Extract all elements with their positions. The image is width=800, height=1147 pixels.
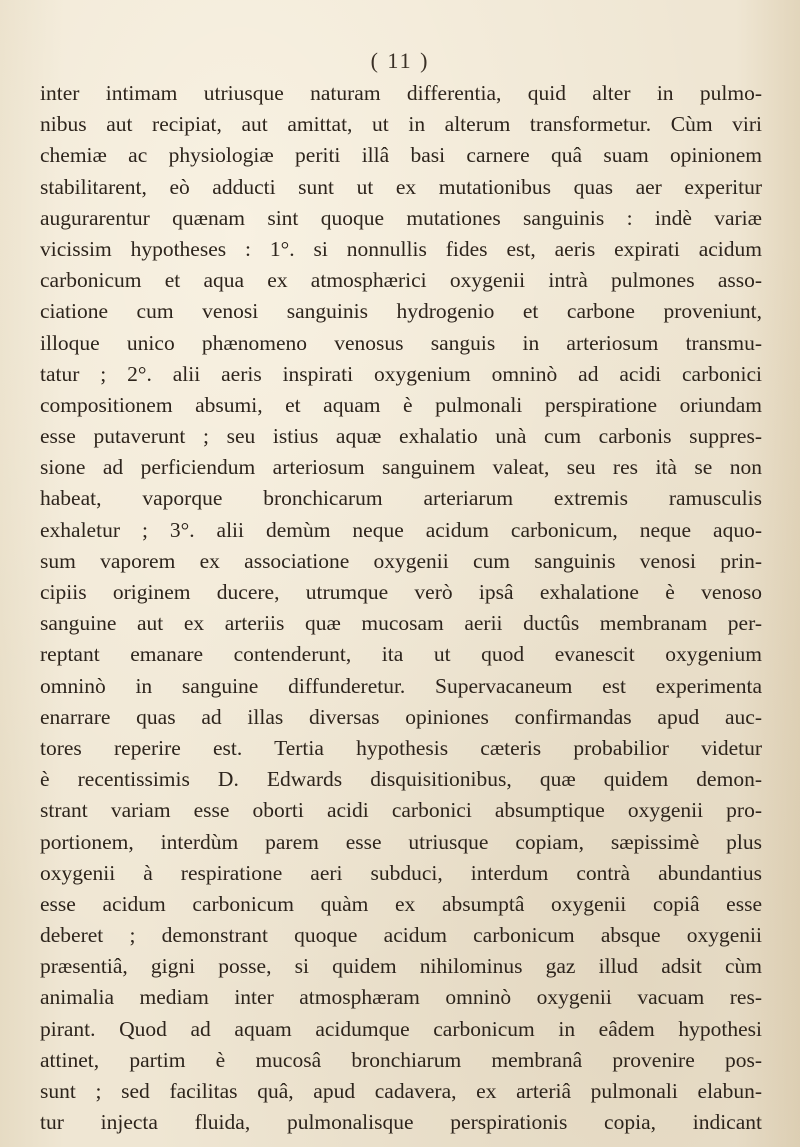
- text-line: strant variam esse oborti acidi carbonici absumptique oxygenii pro-: [40, 798, 762, 823]
- text-line: cipiis originem ducere, utrumque verò ipsâ exhalatione è venoso: [40, 580, 762, 604]
- text-line: exhaletur ; 3°. alii demùm neque acidum carbonicum, neque aquo-: [40, 517, 762, 542]
- text-line: sunt ; sed facilitas quâ, apud cadavera, ex arteriâ pulmonali elabun-: [40, 1079, 762, 1103]
- text-line: chemiæ ac physiologiæ periti illâ basi carnere quâ suam opinionem: [40, 143, 762, 168]
- text-line: animalia mediam inter atmosphæram omninò oxygenii vacuam res-: [40, 985, 762, 1010]
- text-line: stabilitarent, eò adducti sunt ut ex mutationibus quas aer experitur: [40, 174, 762, 199]
- text-line: ciatione cum venosi sanguinis hydrogenio et carbone proveniunt,: [40, 299, 762, 324]
- text-line: tores reperire est. Tertia hypothesis cæteris probabilior videtur: [40, 735, 762, 760]
- text-line: omninò in sanguine diffunderetur. Supervacaneum est experimenta: [40, 673, 762, 698]
- text-line: portionem, interdùm parem esse utriusque copiam, sæpissimè plus: [40, 829, 762, 854]
- text-line: sum vaporem ex associatione oxygenii cum sanguinis venosi prin-: [40, 548, 762, 573]
- text-line: enarrare quas ad illas diversas opiniones confirmandas apud auc-: [40, 704, 762, 729]
- text-line: attinet, partim è mucosâ bronchiarum membranâ provenire pos-: [40, 1047, 762, 1072]
- text-line: sanguine aut ex arteriis quæ mucosam aerii ductûs membranam per-: [40, 611, 762, 636]
- text-line: carbonicum et aqua ex atmosphærici oxygenii intrà pulmones asso-: [40, 268, 762, 293]
- text-line: sione ad perficiendum arteriosum sanguinem valeat, seu res ità se non: [40, 455, 762, 480]
- text-line: reptant emanare contenderunt, ita ut quod evanescit oxygenium: [40, 642, 762, 667]
- text-line: nibus aut recipiat, aut amittat, ut in alterum transformetur. Cùm viri: [40, 112, 762, 137]
- text-line: illoque unico phænomeno venosus sanguis in arteriosum transmu-: [40, 330, 762, 355]
- text-line: pirant. Quod ad aquam acidumque carbonicum in eâdem hypothesi: [40, 1016, 762, 1041]
- body-text: [40, 78, 762, 1138]
- page-number: ( 11 ): [370, 48, 430, 73]
- text-line: tur injecta fluida, pulmonalisque perspirationis copia, indicant: [40, 1110, 762, 1135]
- text-line: habeat, vaporque bronchicarum arteriarum extremis ramusculis: [40, 486, 762, 511]
- text-line: præsentiâ, gigni posse, si quidem nihilominus gaz illud adsit cùm: [40, 954, 762, 979]
- text-line: compositionem absumi, et aquam è pulmonali perspiratione oriundam: [40, 392, 762, 417]
- text-line: vicissim hypotheses : 1°. si nonnullis fides est, aeris expirati acidum: [40, 236, 762, 261]
- text-line: inter intimam utriusque naturam differentia, quid alter in pulmo-: [40, 81, 762, 105]
- text-line: deberet ; demonstrant quoque acidum carbonicum absque oxygenii: [40, 923, 762, 948]
- text-line: tatur ; 2°. alii aeris inspirati oxygenium omninò ad acidi carbonici: [40, 361, 762, 386]
- text-line: è recentissimis D. Edwards disquisitionibus, quæ quidem demon-: [40, 767, 762, 792]
- text-line: esse putaverunt ; seu istius aquæ exhalatio unà cum carbonis suppres-: [40, 424, 762, 449]
- text-line: esse acidum carbonicum quàm ex absumptâ oxygenii copiâ esse: [40, 891, 762, 916]
- text-line: augurarentur quænam sint quoque mutationes sanguinis : indè variæ: [40, 205, 762, 230]
- text-line: oxygenii à respiratione aeri subduci, interdum contrà abundantius: [40, 860, 762, 885]
